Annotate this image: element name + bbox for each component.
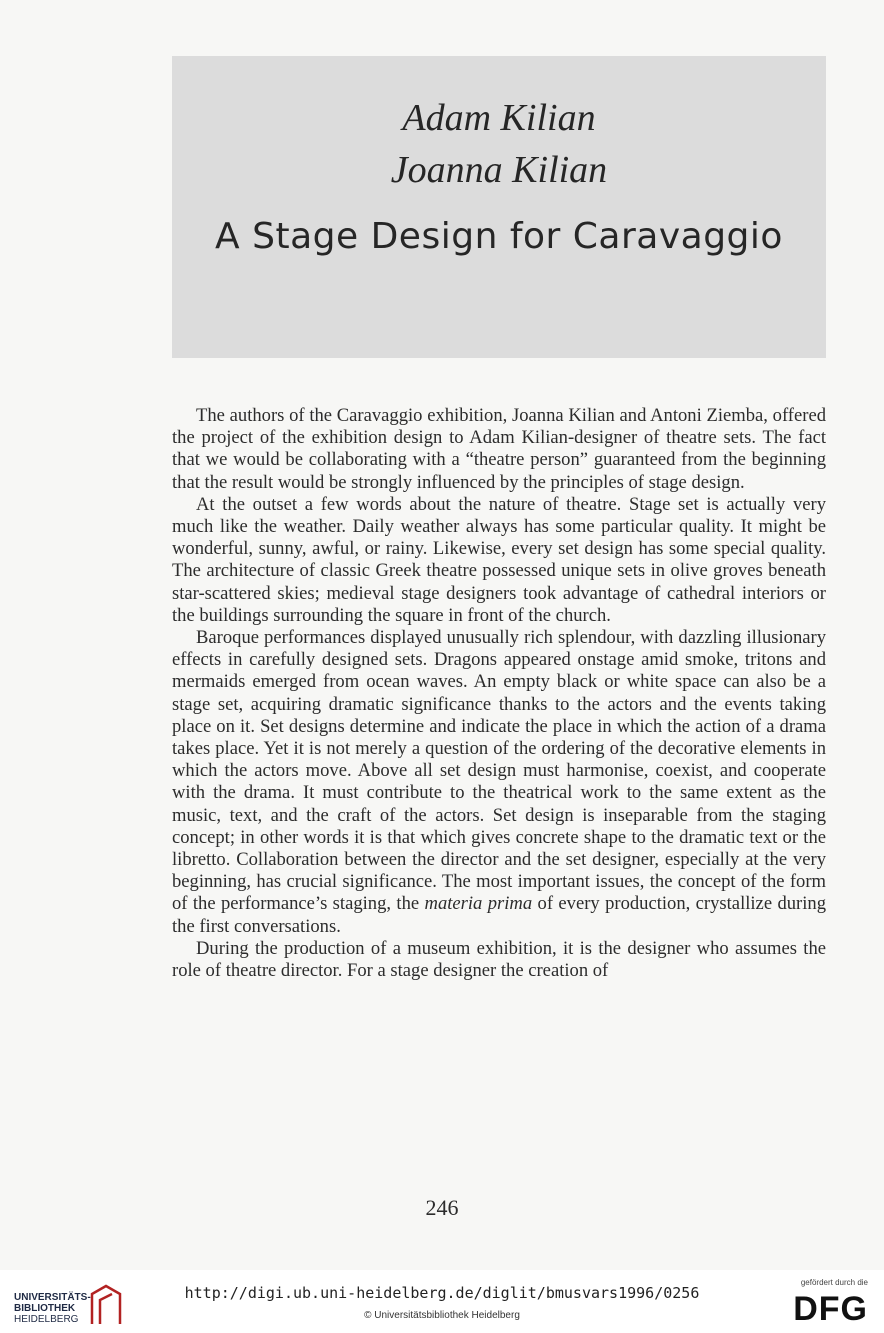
copyright-text: © Universitätsbibliothek Heidelberg <box>364 1310 520 1321</box>
author-name-1: Adam Kilian <box>402 97 596 139</box>
footer-bar <box>0 1270 884 1333</box>
logo-line-1: UNIVERSITÄTS- <box>14 1292 91 1303</box>
logo-line-3: HEIDELBERG <box>14 1314 79 1325</box>
document-url-link[interactable]: http://digi.ub.uni-heidelberg.de/diglit/bmusvars1996/0256 <box>184 1284 700 1302</box>
paragraph-3 <box>172 627 826 938</box>
italic-term: materia prima <box>424 893 533 915</box>
article-title: A Stage Design for Caravaggio <box>215 216 783 257</box>
dfg-logo: DFG <box>793 1290 868 1328</box>
article-body <box>172 405 826 982</box>
title-box <box>172 56 826 358</box>
logo-line-2: BIBLIOTHEK <box>14 1303 76 1314</box>
page-number: 246 <box>425 1195 459 1220</box>
funded-by-label: gefördert durch die <box>800 1278 868 1287</box>
author-name-2: Joanna Kilian <box>390 149 608 191</box>
paragraph-4: During the production of a museum exhibition, it is the designer who assumes the role of theatre director. For a stage designer the creation of <box>172 937 826 982</box>
paragraph-3-part-2: of every production, crystallize during the first conversations. <box>172 893 826 937</box>
paragraph-2: At the outset a few words about the nature of theatre. Stage set is actually very much like the weather. Daily weather always has some particular quality. It might be wonderful, sunny, awful, or rainy. Likewise, every set design has some special quality. The architecture of classic Greek theatre possessed unique sets in olive groves beneath star-scattered skies; medieval stage designers took advantage of cathedral interiors or the buildings surrounding the square in front of the church. <box>172 493 826 626</box>
paragraph-1: The authors of the Caravaggio exhibition, Joanna Kilian and Antoni Ziemba, offered the project of the exhibition design to Adam Kilian-designer of theatre sets. The fact that we would be collaborating with a “theatre person” guaranteed from the beginning that the result would be strongly influenced by the principles of stage design. <box>172 405 826 493</box>
paragraph-3-part-1: Baroque performances displayed unusually rich splendour, with dazzling illusionary effects in carefully designed sets. Dragons appeared onstage amid smoke, tritons and mermaids emerged from ocean waves. An empty black or white space can also be a stage set, acquiring dramatic significance thanks to the actors and the events taking place on it. Set designs determine and indicate the place in which the action of a drama takes place. Yet it is not merely a question of the ordering of the decorative elements in which the actors move. Above all set design must harmonise, coexist, and cooperate with the drama. It must contribute to the theatrical work to the same extent as the music, text, and the craft of the actors. Set design is inseparable from the staging concept; in other words it is that which gives concrete shape to the dramatic text or the libretto. Collaboration between the director and the set designer, especially at the very beginning, has crucial significance. The most important issues, the concept of the form of the performance’s staging, the <box>172 627 826 915</box>
